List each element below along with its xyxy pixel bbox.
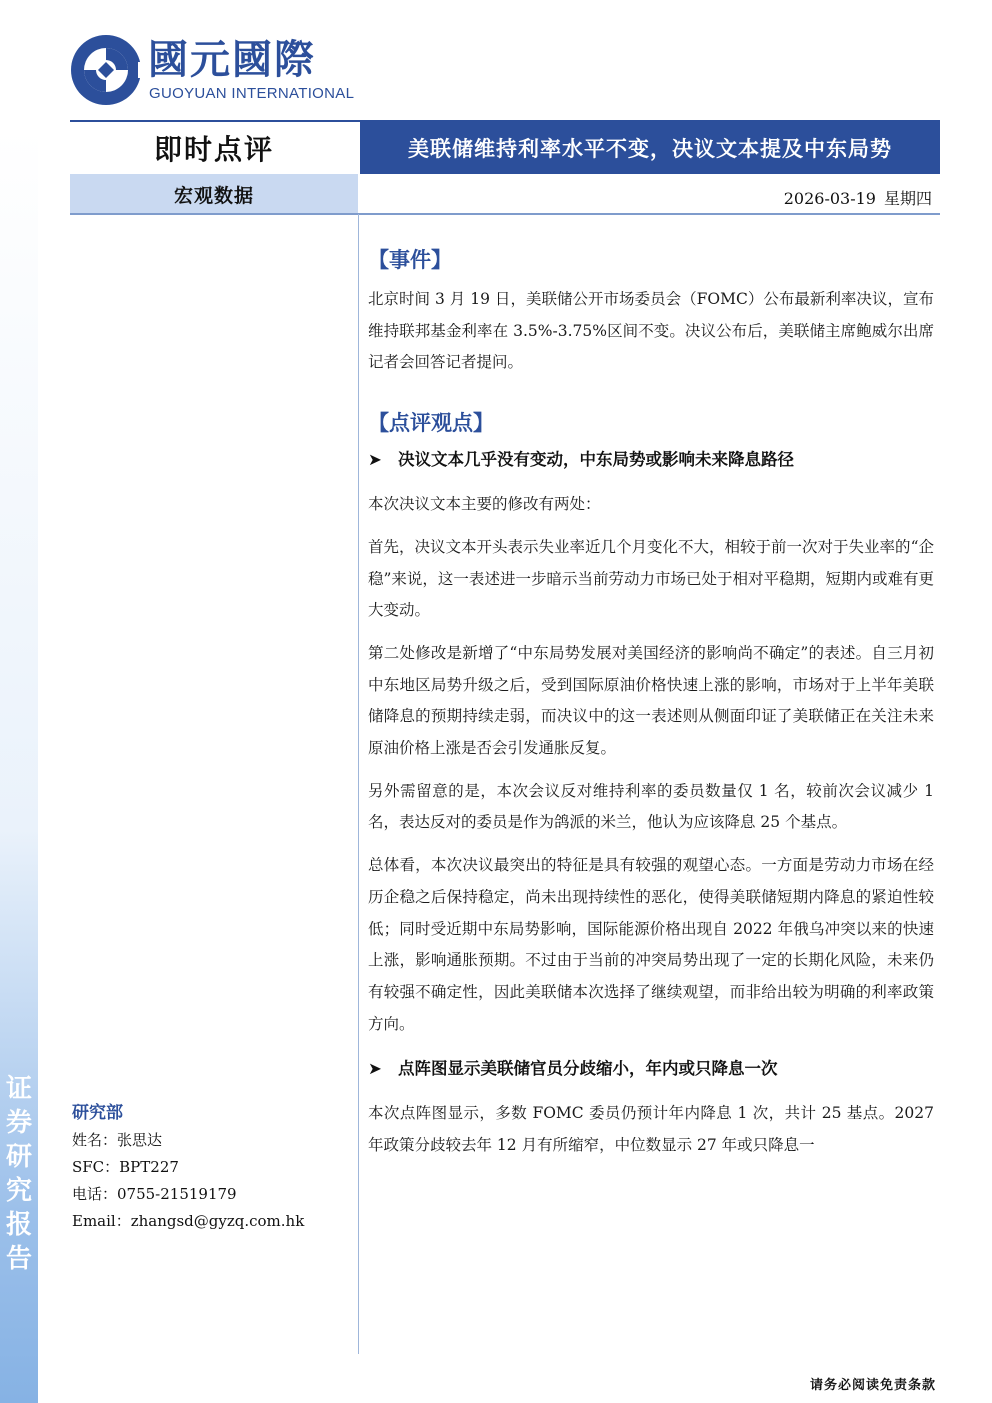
- arrow-right-icon: ➤: [368, 450, 382, 470]
- column-divider: [358, 214, 359, 1354]
- weekday-text: 星期四: [883, 189, 932, 208]
- analyst-email[interactable]: Email：zhangsd@gyzq.com.hk: [72, 1212, 305, 1230]
- side-label-char: 券: [5, 1108, 32, 1138]
- analyst-sfc: SFC：BPT227: [72, 1158, 179, 1176]
- report-title: 美联储维持利率水平不变，决议文本提及中东局势: [360, 122, 940, 174]
- side-label-char: 究: [5, 1176, 32, 1206]
- point1-heading-text: 决议文本几乎没有变动，中东局势或影响未来降息路径: [398, 450, 794, 470]
- main-content: [368, 244, 934, 1162]
- report-category: 宏观数据: [70, 174, 358, 214]
- point1-paragraph: 首先，决议文本开头表示失业率近几个月变化不大，相较于前一次对于失业率的“企稳”来说，这一表述进一步暗示当前劳动力市场已处于相对平稳期，短期内或难有更大变动。: [368, 537, 934, 620]
- analyst-name: 姓名：张思达: [72, 1131, 163, 1149]
- analyst-phone: 电话：0755-21519179: [72, 1185, 237, 1203]
- point1-paragraph: 另外需留意的是，本次会议反对维持利率的委员数量仅 1 名，较前次会议减少 1 名，表达反对的委员是作为鸽派的米兰，他认为应该降息 25 个基点。: [368, 781, 934, 832]
- event-paragraph: 北京时间 3 月 19 日，美联储公开市场委员会（FOMC）公布最新利率决议，宣布维持联邦基金利率在 3.5%-3.75%区间不变。决议公布后，美联储主席鲍威尔出席记者会回答记者提问。: [368, 290, 934, 372]
- side-label: [4, 1072, 34, 1276]
- side-label-char: 证: [5, 1074, 32, 1104]
- date-text: 2026-03-19: [783, 189, 876, 208]
- side-label-char: 研: [5, 1142, 32, 1172]
- point2-heading-text: 点阵图显示美联储官员分歧缩小，年内或只降息一次: [398, 1059, 778, 1079]
- arrow-right-icon: ➤: [368, 1059, 382, 1079]
- logo-chinese-name: 國元國際: [148, 37, 316, 83]
- guoyuan-logo-icon: [68, 32, 144, 108]
- views-section-title: 【点评观点】: [368, 411, 494, 436]
- side-label-char: 报: [5, 1210, 32, 1240]
- report-type: 即时点评: [153, 133, 274, 166]
- point1-paragraph: 本次决议文本主要的修改有两处：: [368, 495, 601, 514]
- department: 研究部: [72, 1103, 123, 1123]
- disclaimer-note: 请务必阅读免责条款: [809, 1378, 936, 1393]
- report-date: [784, 186, 932, 209]
- point2-heading: [368, 1054, 934, 1084]
- header-bottom-rule: [70, 213, 940, 215]
- point1-paragraph: 总体看，本次决议最突出的特征是具有较强的观望心态。一方面是劳动力市场在经历企稳之后保持稳定，尚未出现持续性的恶化，使得美联储短期内降息的紧迫性较低；同时受近期中东局势影响，国际能源价格出现自 2022 年俄乌冲突以来的快速上涨，影响通胀预期。不过由于当前的冲突局势出现了一定的长期化风险，未来仍有较强不确定性，因此美联储本次选择了继续观望，而非给出较为明确的利率政策方向。: [368, 856, 934, 1033]
- point1-heading: [368, 445, 934, 475]
- point1-paragraph: 第二处修改是新增了“中东局势发展对美国经济的影响尚不确定”的表述。自三月初中东地区局势升级之后，受到国际原油价格快速上涨的影响，市场对于上半年美联储降息的预期持续走弱，而决议中的这一表述则从侧面印证了美联储正在关注未来原油价格上涨是否会引发通胀反复。: [368, 643, 934, 758]
- company-logo: [68, 32, 368, 108]
- analyst-contact: [72, 1100, 304, 1235]
- point2-paragraph: 本次点阵图显示，多数 FOMC 委员仍预计年内降息 1 次，共计 25 基点。2027 年政策分歧较去年 12 月有所缩窄，中位数显示 27 年或只降息一: [368, 1104, 934, 1155]
- side-label-char: 告: [5, 1244, 32, 1274]
- logo-english-name: GUOYUAN INTERNATIONAL: [149, 85, 355, 102]
- event-section-title: 【事件】: [368, 248, 452, 272]
